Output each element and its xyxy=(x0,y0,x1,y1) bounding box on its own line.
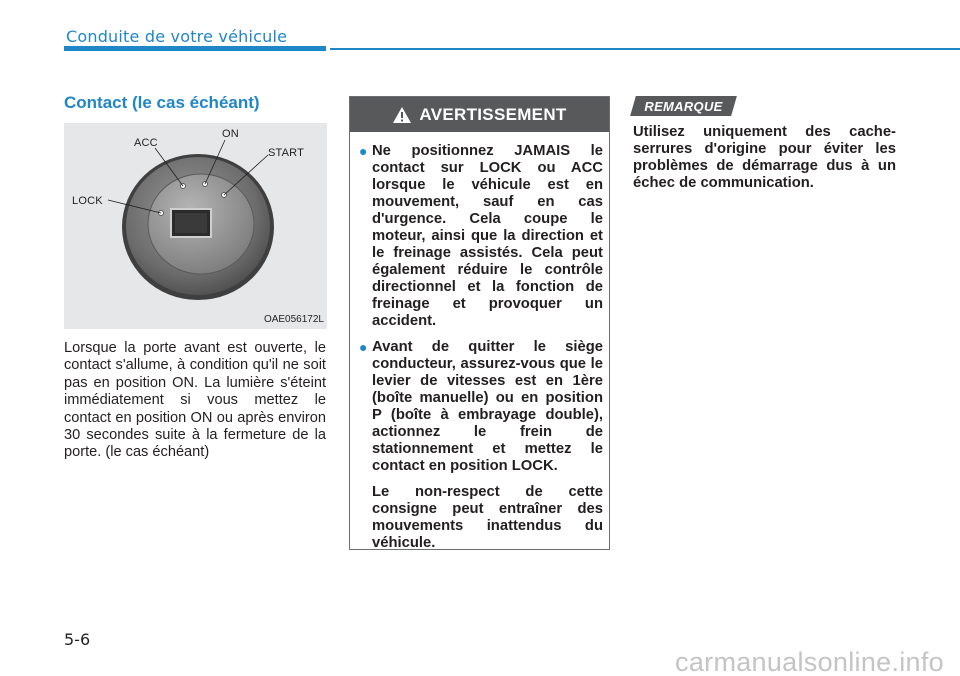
warning-box xyxy=(349,96,610,550)
note-badge: REMARQUE xyxy=(644,98,723,114)
page-number: 5-6 xyxy=(64,630,91,649)
watermark: carmanualsonline.info xyxy=(675,647,944,676)
warning-item xyxy=(359,143,603,330)
warning-title: AVERTISSEMENT xyxy=(419,104,567,124)
body-paragraph: Lorsque la porte avant est ouverte, le contact s'allume, à condition qu'il ne soit pas en position ON. La lumière s'éteint immédiatement si vous mettez le contact en position ON ou après environ 30 secondes suite à la fermeture de la porte. (le cas échéant) xyxy=(64,340,326,461)
warning-item-text: Avant de quitter le siège conducteur, assurez-vous que le levier de vitesses est en 1ère (boîte manuelle) ou en position P (boîte à embrayage double), actionnez le frein de stationnement et mettez le contact en position LOCK. xyxy=(372,339,603,474)
header-rule-thick xyxy=(64,46,326,51)
label-start: START xyxy=(268,147,305,159)
warning-item-text: Ne positionnez JAMAIS le contact sur LOCK ou ACC lorsque le véhicule est en mouvement, sauf en cas d'urgence. Cela coupe le moteur, ainsi que la direction et le freinage assistés. Cela peut également réduire le contrôle directionnel et la fonction de freinage et provoquer un accident. xyxy=(372,143,603,329)
warning-header xyxy=(350,97,609,132)
note-text: Utilisez uniquement des cache-serrures d'origine pour éviter les problèmes de démarrage dus à un échec de communication. xyxy=(633,124,896,191)
chapter-title: Conduite de votre véhicule xyxy=(66,27,288,46)
label-on: ON xyxy=(222,128,239,140)
warning-triangle-icon xyxy=(392,106,412,124)
label-acc: ACC xyxy=(134,137,158,149)
bullet-icon: ● xyxy=(359,143,368,159)
label-lock: LOCK xyxy=(72,195,103,207)
warning-item xyxy=(359,339,603,552)
bullet-icon: ● xyxy=(359,339,368,355)
warning-list xyxy=(359,143,603,561)
section-title: Contact (le cas échéant) xyxy=(64,93,260,112)
ignition-figure xyxy=(64,123,327,329)
figure-code: OAE056172L xyxy=(263,314,324,325)
header-rule-thin xyxy=(330,48,960,50)
warning-consequence: Le non-respect de cette consigne peut entraîner des mouvements inattendus du véhicule. xyxy=(372,484,603,551)
